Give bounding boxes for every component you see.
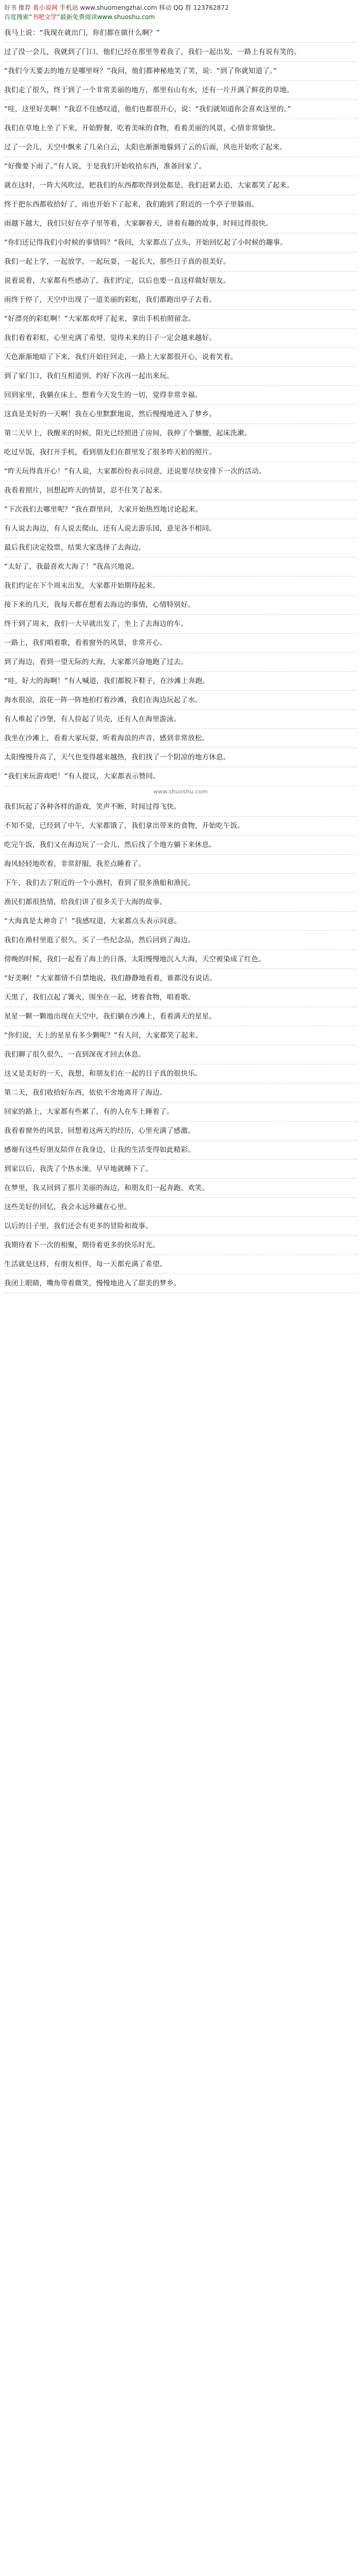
header-ad-main[interactable]: 书吧文学	[32, 13, 57, 21]
chapter-paragraph: 雨终于停了，天空中出现了一道美丽的彩虹，我们都跑出亭子去看。	[4, 291, 357, 310]
chapter-paragraph: 到家以后，我洗了个热水澡，早早地就睡下了。	[4, 1160, 357, 1179]
chapter-paragraph: 下午，我们去了附近的一个小渔村，看到了很多渔船和渔民。	[4, 874, 357, 893]
chapter-paragraph: 有人堆起了沙堡，有人捡起了贝壳，还有人在海里游泳。	[4, 710, 357, 729]
chapter-paragraph: “你们还记得我们小时候的事情吗？”我问，大家都点了点头，开始回忆起了小时候的趣事。	[4, 233, 357, 252]
chapter-paragraph: 过了没一会儿，我就到了门口，他们已经在那里等着我了，我们一起出发，一路上有说有笑的。	[4, 43, 357, 62]
chapter-paragraph: 就在这时，一阵大风吹过，把我们的东西都吹得到处都是，我们赶紧去追，大家都笑了起来。	[4, 176, 357, 195]
header-tail: 移动 QQ 群 123762872	[157, 4, 229, 11]
chapter-paragraph: 渔民们都很热情，给我们讲了很多关于大海的故事。	[4, 893, 357, 912]
chapter-paragraph: 以后的日子里，我们还会有更多的冒险和故事。	[4, 1217, 357, 1236]
chapter-paragraph: 说着说着，大家都有些感动了，我们约定，以后也要一直这样做好朋友。	[4, 272, 357, 291]
chapter-paragraph: 吃过早饭，我打开手机，看到朋友们在群里发了很多昨天拍的照片。	[4, 443, 357, 462]
chapter-paragraph: 我们看着彩虹，心里充满了希望，觉得未来的日子一定会越来越好。	[4, 329, 357, 348]
chapter-paragraph: 我期待着下一次的相聚，期待着更多的快乐时光。	[4, 1236, 357, 1255]
chapter-paragraph: 这又是美好的一天，我想，和朋友们在一起的日子真的很快乐。	[4, 1064, 357, 1083]
header-site-url[interactable]: www.shuomengzhai.com	[80, 4, 157, 11]
chapter-paragraph: 我们在渔村里逛了很久，买了一些纪念品，然后回到了海边。	[4, 931, 357, 950]
chapter-paragraph: 第二天，我们收拾好东西，依依不舍地离开了海边。	[4, 1083, 357, 1103]
chapter-paragraph: “昨天玩得真开心！”有人说，大家都纷纷表示同意，还说要尽快安排下一次的活动。	[4, 462, 357, 481]
chapter-paragraph: 傍晚的时候，我们一起看了海上的日落，太阳慢慢地沉入大海，天空被染成了红色。	[4, 950, 357, 969]
header-promo-line	[4, 3, 357, 12]
chapter-paragraph: 我们在草地上坐了下来，开始野餐，吃着美味的食物，看着美丽的风景，心情非常愉快。	[4, 119, 357, 138]
chapter-paragraph: 到了家门口，我们互相道别，约好下次再一起出来玩。	[4, 367, 357, 386]
chapter-paragraph: 海风轻轻地吹着，非常舒服，我差点睡着了。	[4, 855, 357, 874]
chapter-paragraph: 我们聊了很久很久，一直到深夜才回去休息。	[4, 1045, 357, 1064]
chapter-paragraph: 我们玩起了各种各样的游戏，笑声不断，时间过得飞快。	[4, 798, 357, 817]
page-header	[0, 0, 361, 24]
chapter-paragraph: 天色渐渐地暗了下来，我们开始往回走，一路上大家都很开心，说着笑着。	[4, 348, 357, 367]
chapter-paragraph: 到了海边，看到一望无际的大海，大家都兴奋地跑了过去。	[4, 653, 357, 672]
chapter-paragraph: 我们一起上学，一起放学，一起玩耍，一起长大，那些日子真的很美好。	[4, 252, 357, 272]
header-ad-url[interactable]: www.shuoshu.com	[97, 13, 155, 21]
header-site-link[interactable]: 看小说网	[32, 4, 58, 11]
chapter-paragraph: 我看着窗外的风景，回想着这两天的经历，心里充满了感激。	[4, 1122, 357, 1141]
chapter-paragraph: “太好了，我最喜欢大海了！”我高兴地说。	[4, 557, 357, 577]
chapter-paragraph: 过了一会儿，天空中飘来了几朵白云，太阳也渐渐地躲到了云的后面，风也开始吹了起来。	[4, 138, 357, 157]
chapter-paragraph: 我坐在沙滩上，看着大家玩耍，听着海浪的声音，感到非常放松。	[4, 729, 357, 748]
chapter-paragraph: 我们约定在下个周末出发，大家都开始期待起来。	[4, 577, 357, 596]
chapter-paragraph: 这些美好的回忆，我会永远珍藏在心里。	[4, 1198, 357, 1217]
header-ad-prefix: 百度搜索“	[4, 13, 32, 21]
header-ad-line	[4, 12, 357, 22]
chapter-content	[0, 24, 361, 1293]
chapter-paragraph: 我们走了很久，终于到了一个非常美丽的地方，那里有山有水，还有一片开满了鲜花的草地。	[4, 81, 357, 100]
chapter-paragraph: “好像要下雨了。”有人说，于是我们开始收拾东西，准备回家了。	[4, 157, 357, 176]
chapter-paragraph: 回家的路上，大家都有些累了，有的人在车上睡着了。	[4, 1103, 357, 1122]
chapter-paragraph: 我马上说：“我现在就出门，你们都在做什么啊？”	[4, 24, 357, 43]
chapter-paragraph: “好漂亮的彩虹啊！”大家都欢呼了起来，拿出手机拍照留念。	[4, 310, 357, 329]
chapter-paragraph: 有人说去海边，有人说去爬山，还有人说去游乐园，意见各不相同。	[4, 519, 357, 538]
header-site-suffix: 手机站	[57, 4, 80, 11]
header-prefix: 好书 推荐	[4, 4, 33, 11]
chapter-paragraph: 我闭上眼睛，嘴角带着微笑，慢慢地进入了甜美的梦乡。	[4, 1274, 357, 1293]
chapter-paragraph: 星星一颗一颗地出现在天空中，我们躺在沙滩上，看着满天的星星。	[4, 1007, 357, 1026]
chapter-paragraph: “下次我们去哪里呢？”我在群里问，大家开始热烈地讨论起来。	[4, 500, 357, 519]
chapter-paragraph: “我们来玩游戏吧！”有人提议，大家都表示赞同。	[4, 767, 357, 786]
chapter-paragraph: 第二天早上，我醒来的时候，阳光已经照进了房间，我伸了个懒腰，起床洗漱。	[4, 424, 357, 443]
site-watermark: www.shuoshu.com	[153, 788, 208, 795]
chapter-paragraph: 生活就是这样，有朋友相伴，每一天都充满了希望。	[4, 1255, 357, 1274]
chapter-paragraph: 海水很凉，浪花一阵一阵地拍打着沙滩，我们在海边玩起了水。	[4, 691, 357, 710]
chapter-paragraph: “你们说，天上的星星有多少颗呢？”有人问，大家都笑了起来。	[4, 1026, 357, 1045]
chapter-paragraph: 接下来的几天，我每天都在想着去海边的事情，心情特别好。	[4, 596, 357, 615]
chapter-paragraph: 回到家里，我躺在床上，想着今天发生的一切，觉得非常幸福。	[4, 386, 357, 405]
chapter-paragraph: 雨越下越大，我们只好在亭子里等着，大家聊着天，讲着有趣的故事，时间过得很快。	[4, 214, 357, 233]
chapter-paragraph: “我们今天要去的地方是哪里呀？”我问，他们都神秘地笑了笑，说：“到了你就知道了。”	[4, 62, 357, 81]
chapter-paragraph: 终于到了周末，我们一大早就出发了，坐上了去海边的车。	[4, 615, 357, 634]
chapter-paragraph: “哇，这里好美啊！”我忍不住感叹道，他们也都很开心，说：“我们就知道你会喜欢这里的。”	[4, 100, 357, 119]
chapter-paragraph: “大海真是太神奇了！”我感叹道，大家都点头表示同意。	[4, 912, 357, 931]
chapter-paragraph: 一路上，我们唱着歌，看着窗外的风景，非常开心。	[4, 634, 357, 653]
header-ad-mid: ”最新免费阅读	[57, 13, 97, 21]
chapter-paragraph: “哇，好大的海啊！”有人喊道，我们都脱下鞋子，在沙滩上奔跑。	[4, 672, 357, 691]
chapter-paragraph: 在梦里，我又回到了那片美丽的海边，和朋友们一起奔跑、欢笑。	[4, 1179, 357, 1198]
chapter-paragraph: 这真是美好的一天啊！我在心里默默地说，然后慢慢地进入了梦乡。	[4, 405, 357, 424]
chapter-paragraph: 感谢有这些好朋友陪伴在我身边，让我的生活变得如此精彩。	[4, 1141, 357, 1160]
chapter-paragraph: “好美啊！”大家都情不自禁地说，我们静静地看着，谁都没有说话。	[4, 969, 357, 988]
chapter-paragraph: 太阳慢慢升高了，天气也变得越来越热，我们找了一个阴凉的地方休息。	[4, 748, 357, 767]
chapter-paragraph: 最后我们决定投票，结果大家选择了去海边。	[4, 538, 357, 557]
chapter-paragraph: 我看着照片，回想起昨天的情景，忍不住笑了起来。	[4, 481, 357, 500]
chapter-paragraph: 终于把东西都收拾好了，雨也开始下了起来，我们跑到了附近的一个亭子里躲雨。	[4, 195, 357, 214]
chapter-paragraph: 不知不觉，已经到了中午，大家都饿了，我们拿出带来的食物，开始吃午饭。	[4, 817, 357, 836]
chapter-paragraph: 吃完午饭，我们又在海边玩了一会儿，然后找了个地方躺下来休息。	[4, 836, 357, 855]
chapter-paragraph: 天黑了，我们点起了篝火，围坐在一起，烤着食物，唱着歌。	[4, 988, 357, 1007]
